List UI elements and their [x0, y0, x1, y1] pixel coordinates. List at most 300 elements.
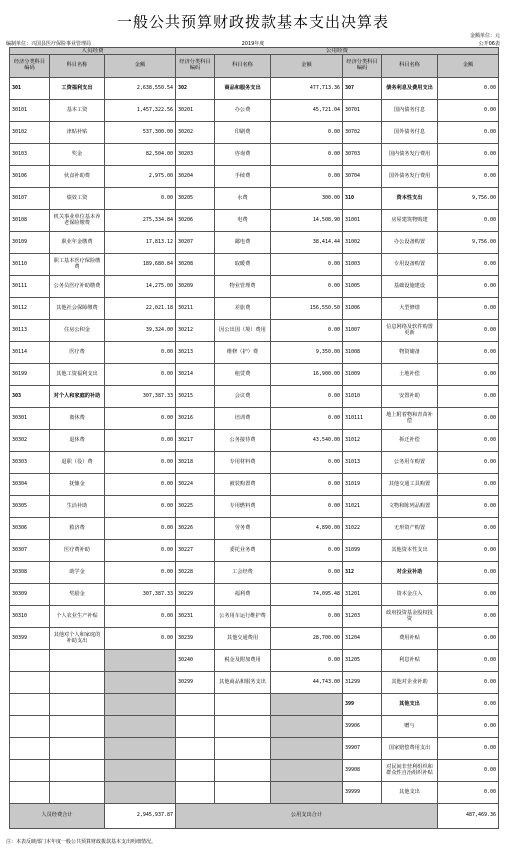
table-row [10, 518, 499, 540]
item-code: 30101 [10, 100, 50, 122]
item-name: 公务用车购置 [382, 452, 438, 474]
item-name: 电费 [215, 210, 271, 232]
item-name: 专用燃料费 [215, 496, 271, 518]
item-code: 31299 [343, 672, 382, 694]
item-name: 抚恤金 [50, 474, 105, 496]
table-row [10, 210, 499, 232]
item-code: 39999 [343, 782, 382, 804]
table-row [10, 760, 499, 782]
item-code: 39908 [343, 760, 382, 782]
empty-cell [105, 694, 176, 716]
empty-cell [10, 760, 50, 782]
item-name: 办公费 [215, 100, 271, 122]
expenditure-table [9, 47, 499, 829]
col-amount: 金额 [105, 55, 176, 78]
empty-cell [50, 782, 105, 804]
empty-cell [176, 694, 215, 716]
table-row [10, 562, 499, 584]
item-code: 30113 [10, 320, 50, 342]
item-code: 31003 [343, 254, 382, 276]
personnel-total-label: 人员经费合计 [10, 804, 105, 829]
item-amount: 44,743.00 [271, 672, 343, 694]
item-name: 维修（护）费 [215, 342, 271, 364]
item-name: 对个人和家庭的补助 [50, 386, 105, 408]
table-row [10, 144, 499, 166]
item-amount: 0.00 [438, 584, 499, 606]
empty-cell [105, 760, 176, 782]
item-amount: 9,756.00 [438, 188, 499, 210]
item-code: 30301 [10, 408, 50, 430]
item-amount: 156,550.50 [271, 298, 343, 320]
public-total-value: 487,469.36 [438, 804, 499, 829]
item-amount: 17,813.12 [105, 232, 176, 254]
item-amount: 38,414.44 [271, 232, 343, 254]
col-amount: 金额 [438, 55, 499, 78]
item-code: 30231 [176, 606, 215, 628]
form-number: 公开06表 [478, 41, 500, 47]
empty-cell [50, 760, 105, 782]
item-code: 30303 [10, 452, 50, 474]
item-amount: 14,275.00 [105, 276, 176, 298]
empty-cell [176, 738, 215, 760]
item-name: 其他支出 [382, 782, 438, 804]
public-total-label: 公用支出合计 [176, 804, 438, 829]
item-amount: 0.00 [438, 760, 499, 782]
item-code: 30114 [10, 342, 50, 364]
item-amount: 0.00 [271, 144, 343, 166]
item-code: 30302 [10, 430, 50, 452]
item-name: 生活补助 [50, 496, 105, 518]
item-amount: 0.00 [438, 540, 499, 562]
item-name: 津贴补贴 [50, 122, 105, 144]
col-name: 科目名称 [382, 55, 438, 78]
item-name: 工资福利支出 [50, 78, 105, 100]
item-amount: 0.00 [105, 452, 176, 474]
item-name: 因公出国（境）费用 [215, 320, 271, 342]
empty-cell [10, 738, 50, 760]
item-code: 30199 [10, 364, 50, 386]
item-code: 30299 [176, 672, 215, 694]
empty-cell [271, 782, 343, 804]
item-amount: 0.00 [438, 474, 499, 496]
empty-cell [105, 716, 176, 738]
item-name: 国内债务付息 [382, 100, 438, 122]
personnel-total-value: 2,945,937.87 [105, 804, 176, 829]
table-row [10, 254, 499, 276]
item-amount: 0.00 [438, 782, 499, 804]
item-code: 39906 [343, 716, 382, 738]
item-amount: 0.00 [271, 650, 343, 672]
col-name: 科目名称 [50, 55, 105, 78]
item-name: 国家赔偿费用支出 [382, 738, 438, 760]
empty-cell [271, 716, 343, 738]
empty-cell [50, 650, 105, 672]
item-amount: 0.00 [105, 474, 176, 496]
item-code: 31005 [343, 276, 382, 298]
table-row [10, 276, 499, 298]
item-amount: 0.00 [438, 342, 499, 364]
item-amount: 477,713.36 [271, 78, 343, 100]
item-code: 30226 [176, 518, 215, 540]
item-amount: 0.00 [271, 540, 343, 562]
empty-cell [105, 738, 176, 760]
item-name: 房屋建筑物购建 [382, 210, 438, 232]
table-row [10, 716, 499, 738]
empty-cell [176, 782, 215, 804]
item-amount: 0.00 [438, 606, 499, 628]
item-name: 医疗费 [50, 342, 105, 364]
item-amount: 0.00 [438, 100, 499, 122]
col-code: 经济分类科目编码 [343, 55, 382, 78]
item-name: 公务用车运行维护费 [215, 606, 271, 628]
item-code: 30212 [176, 320, 215, 342]
item-name: 其他对个人和家庭的补助支出 [50, 628, 105, 650]
item-code: 31009 [343, 364, 382, 386]
table-row [10, 672, 499, 694]
item-code: 30309 [10, 584, 50, 606]
item-name: 税金及附加费用 [215, 650, 271, 672]
item-name: 其他社会保障缴费 [50, 298, 105, 320]
item-code: 30214 [176, 364, 215, 386]
item-name: 个人农业生产补贴 [50, 606, 105, 628]
item-amount: 0.00 [438, 716, 499, 738]
item-code: 30211 [176, 298, 215, 320]
item-code: 399 [343, 694, 382, 716]
item-code: 31010 [343, 386, 382, 408]
item-code: 302 [176, 78, 215, 100]
item-name: 基本工资 [50, 100, 105, 122]
empty-cell [176, 760, 215, 782]
item-amount: 0.00 [105, 364, 176, 386]
table-row [10, 166, 499, 188]
item-amount: 22,021.18 [105, 298, 176, 320]
item-amount: 0.00 [438, 276, 499, 298]
item-code: 30109 [10, 232, 50, 254]
empty-cell [215, 738, 271, 760]
col-name: 科目名称 [215, 55, 271, 78]
item-amount: 537,300.00 [105, 122, 176, 144]
item-name: 大型修缮 [382, 298, 438, 320]
item-name: 其他商品和服务支出 [215, 672, 271, 694]
table-row [10, 386, 499, 408]
table-row [10, 188, 499, 210]
item-amount: 0.00 [105, 342, 176, 364]
item-code: 30304 [10, 474, 50, 496]
item-amount: 0.00 [438, 452, 499, 474]
item-code: 31019 [343, 474, 382, 496]
empty-cell [105, 650, 176, 672]
item-name: 对民间非营利组织和群众性自治组织补贴 [382, 760, 438, 782]
item-code: 31022 [343, 518, 382, 540]
item-code: 30206 [176, 210, 215, 232]
item-amount: 0.00 [105, 518, 176, 540]
empty-cell [105, 672, 176, 694]
item-amount: 9,756.00 [438, 232, 499, 254]
empty-cell [105, 782, 176, 804]
item-name: 医疗费补助 [50, 540, 105, 562]
empty-cell [271, 738, 343, 760]
item-code: 310111 [343, 408, 382, 430]
item-name: 租赁费 [215, 364, 271, 386]
item-amount: 0.00 [271, 474, 343, 496]
item-amount: 0.00 [105, 496, 176, 518]
item-code: 303 [10, 386, 50, 408]
table-row [10, 122, 499, 144]
item-name: 国外债务付息 [382, 122, 438, 144]
item-amount: 0.00 [438, 210, 499, 232]
item-code: 31205 [343, 650, 382, 672]
item-name: 商品和服务支出 [215, 78, 271, 100]
table-row [10, 320, 499, 342]
item-name: 信息网络及软件购置更新 [382, 320, 438, 342]
empty-cell [10, 716, 50, 738]
empty-cell [215, 716, 271, 738]
item-code: 30305 [10, 496, 50, 518]
empty-cell [215, 694, 271, 716]
item-code: 30106 [10, 166, 50, 188]
table-row [10, 606, 499, 628]
item-name: 物资储备 [382, 342, 438, 364]
table-row [10, 650, 499, 672]
item-code: 30310 [10, 606, 50, 628]
item-amount: 0.00 [438, 430, 499, 452]
item-amount: 0.00 [105, 430, 176, 452]
totals-row [10, 804, 499, 829]
footnote: 注：本表反映部门本年度一般公共预算财政拨款基本支出明细情况。 [6, 839, 157, 845]
item-amount: 0.00 [271, 386, 343, 408]
item-name: 邮电费 [215, 232, 271, 254]
item-code: 31013 [343, 452, 382, 474]
table-row [10, 78, 499, 100]
item-amount: 0.00 [105, 188, 176, 210]
item-code: 310 [343, 188, 382, 210]
item-amount: 45,721.04 [271, 100, 343, 122]
item-amount: 307,387.33 [105, 584, 176, 606]
item-name: 机关事业单位基本养老保险缴费 [50, 210, 105, 232]
table-row [10, 540, 499, 562]
item-name: 福利费 [215, 584, 271, 606]
item-name: 公务接待费 [215, 430, 271, 452]
item-amount: 300.00 [271, 188, 343, 210]
item-name: 利息补贴 [382, 650, 438, 672]
item-code: 30701 [343, 100, 382, 122]
item-amount: 0.00 [271, 606, 343, 628]
item-code: 31204 [343, 628, 382, 650]
item-amount: 0.00 [438, 166, 499, 188]
item-amount: 0.00 [438, 672, 499, 694]
item-code: 301 [10, 78, 50, 100]
table-row [10, 474, 499, 496]
item-amount: 0.00 [105, 606, 176, 628]
item-name: 住房公积金 [50, 320, 105, 342]
item-amount: 0.00 [438, 78, 499, 100]
item-code: 39907 [343, 738, 382, 760]
item-amount: 2,638,550.54 [105, 78, 176, 100]
item-name: 专用设备购置 [382, 254, 438, 276]
item-code: 30111 [10, 276, 50, 298]
item-amount: 0.00 [438, 496, 499, 518]
table-row [10, 584, 499, 606]
item-name: 基础设施建设 [382, 276, 438, 298]
item-amount: 39,324.00 [105, 320, 176, 342]
item-amount: 0.00 [271, 276, 343, 298]
item-amount: 0.00 [271, 320, 343, 342]
item-code: 30215 [176, 386, 215, 408]
item-amount: 82,504.00 [105, 144, 176, 166]
item-code: 30703 [343, 144, 382, 166]
item-amount: 189,680.84 [105, 254, 176, 276]
item-amount: 0.00 [105, 562, 176, 584]
report-year: 2019年度 [241, 41, 265, 47]
table-row [10, 364, 499, 386]
item-name: 其他支出 [382, 694, 438, 716]
col-code: 经济分类科目编码 [10, 55, 50, 78]
item-amount: 0.00 [271, 254, 343, 276]
item-name: 职业年金缴费 [50, 232, 105, 254]
item-code: 30205 [176, 188, 215, 210]
item-name: 物业管理费 [215, 276, 271, 298]
item-code: 30399 [10, 628, 50, 650]
table-row [10, 100, 499, 122]
item-amount: 0.00 [438, 650, 499, 672]
item-name: 安置补助 [382, 386, 438, 408]
item-amount: 0.00 [438, 738, 499, 760]
item-amount: 0.00 [438, 386, 499, 408]
item-amount: 16,900.00 [271, 364, 343, 386]
item-amount: 1,457,322.56 [105, 100, 176, 122]
empty-cell [50, 716, 105, 738]
item-name: 土地补偿 [382, 364, 438, 386]
item-name: 奖励金 [50, 584, 105, 606]
table-row [10, 452, 499, 474]
item-code: 31201 [343, 584, 382, 606]
item-code: 31008 [343, 342, 382, 364]
empty-cell [50, 738, 105, 760]
item-amount: 43,540.00 [271, 430, 343, 452]
item-name: 咨询费 [215, 144, 271, 166]
item-code: 30228 [176, 562, 215, 584]
item-code: 31021 [343, 496, 382, 518]
item-name: 其他资本性支出 [382, 540, 438, 562]
item-amount: 0.00 [438, 122, 499, 144]
item-name: 赠与 [382, 716, 438, 738]
table-row [10, 408, 499, 430]
item-code: 30217 [176, 430, 215, 452]
item-code: 30225 [176, 496, 215, 518]
table-row [10, 232, 499, 254]
item-code: 31007 [343, 320, 382, 342]
item-amount: 0.00 [438, 518, 499, 540]
empty-cell [10, 694, 50, 716]
item-name: 职工基本医疗保险缴费 [50, 254, 105, 276]
item-amount: 0.00 [438, 364, 499, 386]
item-code: 30208 [176, 254, 215, 276]
item-amount: 307,387.33 [105, 386, 176, 408]
item-code: 30112 [10, 298, 50, 320]
item-name: 政府投资基金股权投资 [382, 606, 438, 628]
item-name: 其他交通工具购置 [382, 474, 438, 496]
item-name: 会议费 [215, 386, 271, 408]
empty-cell [10, 782, 50, 804]
amount-unit: 金额单位：元 [469, 33, 500, 39]
item-name: 劳务费 [215, 518, 271, 540]
item-name: 水费 [215, 188, 271, 210]
table-row [10, 738, 499, 760]
item-name: 文物和陈列品购置 [382, 496, 438, 518]
item-name: 资本性支出 [382, 188, 438, 210]
item-code: 30218 [176, 452, 215, 474]
table-row [10, 342, 499, 364]
item-code: 30203 [176, 144, 215, 166]
item-amount: 0.00 [105, 540, 176, 562]
item-code: 30227 [176, 540, 215, 562]
item-code: 30224 [176, 474, 215, 496]
item-name: 伙食补助费 [50, 166, 105, 188]
empty-cell [271, 694, 343, 716]
empty-cell [271, 760, 343, 782]
item-name: 费用补贴 [382, 628, 438, 650]
item-amount: 0.00 [438, 408, 499, 430]
item-name: 绩效工资 [50, 188, 105, 210]
item-code: 30108 [10, 210, 50, 232]
item-code: 30213 [176, 342, 215, 364]
item-amount: 0.00 [438, 562, 499, 584]
empty-cell [10, 650, 50, 672]
item-name: 国内债务发行费用 [382, 144, 438, 166]
item-amount: 2,975.00 [105, 166, 176, 188]
item-code: 312 [343, 562, 382, 584]
item-code: 30110 [10, 254, 50, 276]
item-name: 培训费 [215, 408, 271, 430]
item-amount: 0.00 [438, 320, 499, 342]
table-row [10, 694, 499, 716]
item-name: 无形资产购置 [382, 518, 438, 540]
item-code: 30209 [176, 276, 215, 298]
col-amount: 金额 [271, 55, 343, 78]
item-code: 31006 [343, 298, 382, 320]
table-row [10, 430, 499, 452]
item-code: 30102 [10, 122, 50, 144]
item-name: 委托业务费 [215, 540, 271, 562]
item-code: 30702 [343, 122, 382, 144]
item-name: 办公设备购置 [382, 232, 438, 254]
item-code: 30229 [176, 584, 215, 606]
item-code: 30240 [176, 650, 215, 672]
item-amount: 74,095.48 [271, 584, 343, 606]
empty-cell [10, 672, 50, 694]
empty-cell [50, 672, 105, 694]
item-amount: 0.00 [438, 144, 499, 166]
item-name: 拆迁补偿 [382, 430, 438, 452]
empty-cell [50, 694, 105, 716]
table-row [10, 782, 499, 804]
item-amount: 0.00 [438, 298, 499, 320]
item-name: 公务员医疗补助缴费 [50, 276, 105, 298]
item-code: 30307 [10, 540, 50, 562]
item-name: 退职（役）费 [50, 452, 105, 474]
report-meta [6, 40, 500, 47]
item-amount: 0.00 [271, 408, 343, 430]
item-code: 31099 [343, 540, 382, 562]
table-row [10, 298, 499, 320]
item-amount: 0.00 [271, 562, 343, 584]
item-name: 其他对企业补助 [382, 672, 438, 694]
item-amount: 0.00 [271, 166, 343, 188]
item-code: 30202 [176, 122, 215, 144]
item-name: 差旅费 [215, 298, 271, 320]
item-name: 资本金注入 [382, 584, 438, 606]
item-name: 取暖费 [215, 254, 271, 276]
